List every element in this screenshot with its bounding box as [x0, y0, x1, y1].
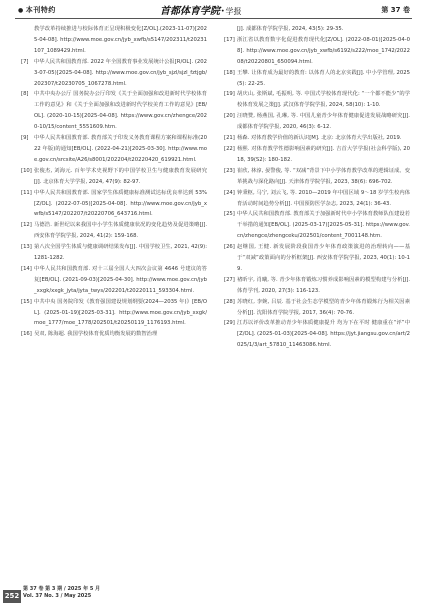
reference-text: 杨熙. 对体育教学性德影响因素的研究[J]. 吉首大学学报(社会科学版), 2018, 39(S2): 180-182. [237, 145, 410, 163]
section-tag [18, 5, 56, 15]
reference-text: 第八次全国学生体质与健康调研结果发布[J]. 中国学校卫生, 2021, 42(9): 1281-1282. [34, 244, 207, 262]
reference-item [21, 264, 207, 297]
header-divider [15, 18, 412, 19]
reference-number: [26] [224, 244, 235, 251]
reference-text: 中华人民共和国教育部. 对十三届全国人大四次会议第 4646 号建议的答复[EB/OL]. (2021-09-03)[2025-04-30]. http://www.moe.gov.cn/jyb_xxgk/xxgk_jyta/jyta_twys/202201/t20220111_593304.html. [34, 265, 207, 294]
journal-name: 首都体育学院 [160, 6, 220, 17]
reference-text: 吴双, 陈海超. 我国学校体育优质均衡发展的数智治理 [34, 331, 158, 338]
reference-text: 褚昕宇, 肖曦, 等. 青少年体育锻炼习惯养成影响因素的模型构建与分析[J]. 体育学刊, 2020, 27(3): 116-123. [237, 276, 410, 294]
reference-number: [10] [21, 167, 32, 174]
reference-item [224, 166, 410, 188]
reference-item [224, 318, 410, 351]
reference-number: [16] [21, 331, 32, 338]
reference-number: [11] [21, 189, 32, 196]
reference-item [21, 297, 207, 330]
reference-number: [9] [21, 135, 29, 142]
section-tag-label: 本刊特约 [25, 6, 56, 14]
reference-text: 汪晓赞, 杨燕国, 孔琳, 等. 中国儿童青少年体育健康促进发展战略研究[J]. 成都体育学院学报, 2020, 46(3): 6-12. [237, 113, 410, 131]
journal-suffix: 学报 [225, 7, 242, 16]
reference-item [224, 89, 410, 111]
reference-item [21, 133, 207, 166]
reference-text: 钟秉枢, 马宁, 刘云飞, 等. 2010—2019 年中国区域 9～18 岁学生校内体育活动时间趋势分析[J]. 中国预防医学杂志, 2023, 24(1): 36-43. [237, 189, 410, 207]
references-left-column [21, 24, 207, 340]
reference-number: [12] [21, 222, 32, 229]
page-number: 252 [3, 590, 21, 603]
reference-text: 胡庆山, 张斯斌, 毛振明, 等. 中国式学校体育现代化: “一个都不能少”的学校体育发展之策[J]. 武汉体育学院学报, 2024, 58(10): 1-10. [237, 91, 410, 109]
reference-number: [28] [224, 298, 235, 305]
reference-text: 赵继国, 王健. 新发展阶段我国青少年体育政策演进的治理转向——基于“双减”政策面向的分析框架[J]. 西安体育学院学报, 2023, 40(1): 10-19. [237, 244, 410, 272]
reference-item [21, 57, 207, 90]
reference-item [21, 166, 207, 188]
reference-text: 中共中央办公厅 国务院办公厅印发《关于全面加强和改进新时代学校体育工作的意见》和《关于全面加强和改进新时代学校美育工作的意见》[EB/OL]. (2020-10-15)[2025-04-08]. https://www.gov.cn/zhengce/2020-10/15/content_5551609.htm. [34, 91, 207, 131]
reference-text: 王攀. 让体育成为最好的教育: 以体育人的北京实践[J]. 中小学管理, 2025(5): 22-25. [237, 69, 410, 87]
reference-number: [19] [224, 91, 235, 98]
reference-item [224, 133, 410, 144]
reference-number: [23] [224, 167, 235, 174]
reference-text: 中华人民共和国教育部. 国家学生体质健康标准测试达标优良率达到 53% [Z/OL]. (2022-07-05)[2025-04-08]. http://www.moe.gov.cn/jyb_xwfb/s5147/202207/t20220706_643716.html. [34, 189, 207, 218]
reference-text: [J]. 成都体育学院学报, 2024, 43(5): 29-35. [237, 26, 344, 32]
issue-info-chinese: 第 37 卷 第 3 期 / 2025 年 5 月 [23, 586, 101, 592]
reference-item [224, 35, 410, 68]
references-right-column [224, 24, 410, 351]
reference-text: 中华人民共和国教育部. 2022 年全国教育事业发展统计公报[R/OL]. (2023-07-05)[2025-04-08]. http://www.moe.gov.cn/jyb_sjzl/sjzl_fztjgb/202307/t20230705_1067278.html. [34, 58, 207, 87]
reference-text: 中华人民共和国教育部. 教育部关于印发义务教育课程方案和课程标准(2022 年版)的通知[EB/OL]. (2022-04-21)[2025-03-30]. http://www.moe.gov.cn/srcsite/A26/s8001/202204/t20220420_619921.html. [34, 135, 207, 163]
volume-label: 第 37 卷 [381, 6, 410, 14]
reference-number: [21] [224, 135, 235, 142]
reference-text: 中华人民共和国教育部. 教育部关于加强新时代中小学体育教师队伍建设若干举措的通知[EB/OL]. (2025-03-17)[2025-05-31]. https://www.gov.cn/zhengce/zhengceku/202501/content_7001148.htm. [237, 211, 410, 240]
reference-number: [17] [224, 36, 235, 43]
reference-item [224, 209, 410, 242]
reference-text: 苏晓红, 李婉, 吕辰. 基于社会生态学模型的青少年体育锻炼行为相关因素分析[J]. 沈阳体育学院学报, 2017, 36(4): 70-76. [237, 298, 410, 316]
reference-number: [7] [21, 58, 29, 65]
reference-number: [14] [21, 265, 32, 272]
reference-item [224, 188, 410, 210]
reference-number: [24] [224, 189, 235, 196]
reference-number: [22] [224, 145, 235, 152]
reference-number: [29] [224, 320, 235, 327]
reference-item [21, 89, 207, 133]
reference-text: 浙江省以教育数字化促进教育现代化[Z/OL]. (2022-08-01)[2025-04-08]. http://www.moe.gov.cn/jyb_xwfb/s6192/s222/moe_1742/202208/t20220801_650094.html. [237, 36, 410, 65]
reference-item [224, 297, 410, 319]
reference-item [224, 68, 410, 90]
reference-number: [18] [224, 69, 235, 76]
reference-item [21, 188, 207, 221]
reference-text: 杨森. 对体育教学价值的新认识[M]. 北京: 北京体育大学出版社, 2019. [237, 135, 402, 142]
reference-number: [20] [224, 113, 235, 120]
reference-item [21, 24, 207, 57]
reference-item [21, 329, 207, 340]
reference-item [21, 242, 207, 264]
reference-text: 马德浩. 新世纪以来我国中小学生体质健康状况的变化趋势及促进策略[J]. 西安体育学院学报, 2024, 41(2): 159-168. [34, 222, 207, 240]
bullet-icon: ● [18, 7, 24, 14]
reference-item [224, 24, 410, 35]
reference-item [224, 111, 410, 133]
issue-info-english: Vol. 37 No. 3 / May 2025 [23, 593, 92, 599]
reference-text: 教学改革持续推进与校际体育正呈现积极变化[Z/OL].(2023-11-07)[2025-04-08]. http://www.moe.gov.cn/jyb_xwfb/s5147/202311/t20231107_1089429.html. [34, 26, 207, 54]
reference-item [21, 220, 207, 242]
reference-text: 崔欣, 林淳, 晏警俊, 等. “双减”背景下中小学体育教学改革的逻辑证成、变革挑战与深化路向[J]. 天津体育学院学报, 2023, 38(6): 696-702. [237, 167, 410, 185]
reference-text: 张俊杰, 刘海元. 百年学术史视野下的中国学校卫生与健康教育发展研究[J]. 北京体育大学学报, 2024, 47(9): 82-97. [34, 167, 207, 185]
title-separator: · [221, 6, 225, 17]
reference-number: [8] [21, 91, 29, 98]
reference-number: [13] [21, 244, 32, 251]
reference-item [224, 275, 410, 297]
journal-title [160, 2, 241, 17]
reference-item [224, 144, 410, 166]
issue-info [23, 586, 100, 600]
reference-text: 江苏以评价改革推动青少年体质健康提升 均为下在平时 健康重在“评”中[Z/OL]. (2025-01-03)[2025-04-08]. https://jyt.jiangsu.gov.cn/art/2025/1/3/art_57810_11463086.html. [237, 320, 411, 349]
reference-number: [25] [224, 211, 235, 218]
reference-number: [15] [21, 298, 32, 305]
reference-text: 中共中央 国务院印发《教育强国建设规划纲要(2024—2035 年)》[EB/OL]. (2025-01-19)[2025-03-31]. http://www.moe.gov.cn/jyb_xxgk/moe_1777/moe_1778/202501/t20250119_1176193.html. [34, 298, 207, 327]
reference-item [224, 242, 410, 275]
reference-number: [27] [224, 276, 235, 283]
